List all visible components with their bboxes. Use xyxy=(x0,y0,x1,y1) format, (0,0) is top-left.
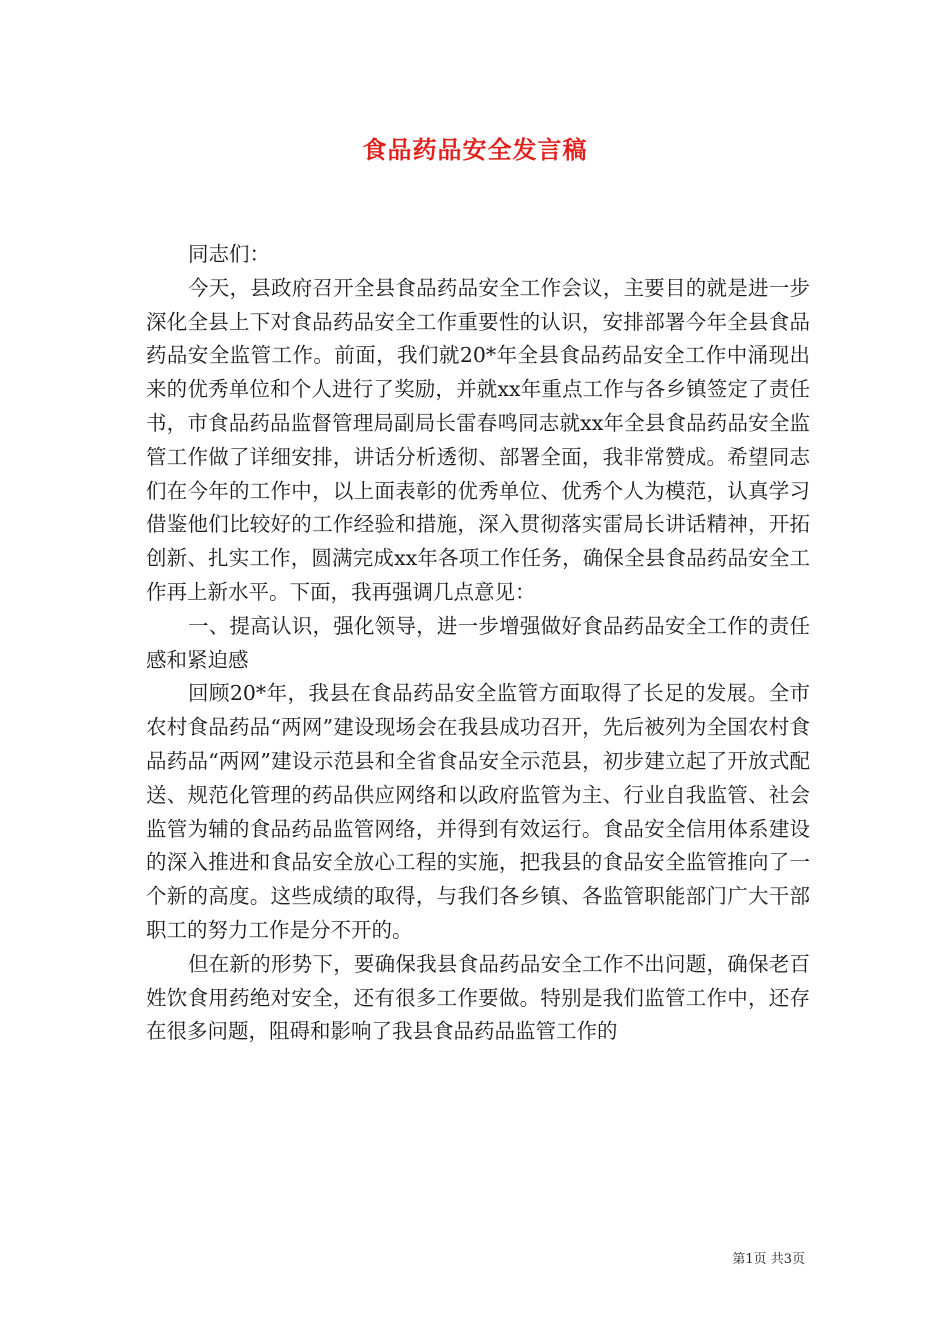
paragraph-review: 回顾20*年，我县在食品药品安全监管方面取得了长足的发展。全市农村食品药品“两网”建设现场会在我县成功召开，先后被列为全国农村食品药品“两网”建设示范县和全省食品安全示范县，初步建立起了开放式配送、规范化管理的药品供应网络和以政府监管为主、行业自我监管、社会监管为辅的食品药品监管网络，并得到有效运行。食品安全信用体系建设的深入推进和食品安全放心工程的实施，把我县的食品安全监管推向了一个新的高度。这些成绩的取得，与我们各乡镇、各监管职能部门广大干部职工的努力工作是分不开的。 xyxy=(146,681,810,942)
paragraph-intro: 今天，县政府召开全县食品药品安全工作会议，主要目的就是进一步深化全县上下对食品药品安全工作重要性的认识，安排部署今年全县食品药品安全监管工作。前面，我们就20*年全县食品药品安全工作中涌现出来的优秀单位和个人进行了奖励，并就xx年重点工作与各乡镇签定了责任书，市食品药品监督管理局副局长雷春鸣同志就xx年全县食品药品安全监管工作做了详细安排，讲话分析透彻、部署全面，我非常赞成。希望同志们在今年的工作中，以上面表彰的优秀单位、优秀个人为模范，认真学习借鉴他们比较好的工作经验和措施，深入贯彻落实雷局长讲话精神，开拓创新、扎实工作，圆满完成xx年各项工作任务，确保全县食品药品安全工作再上新水平。下面，我再强调几点意见： xyxy=(146,275,810,604)
section-heading-1: 一、提高认识，强化领导，进一步增强做好食品药品安全工作的责任感和紧迫感 xyxy=(146,613,810,672)
document-title: 食品药品安全发言稿 xyxy=(362,135,588,164)
paragraph-problems: 但在新的形势下，要确保我县食品药品安全工作不出问题，确保老百姓饮食用药绝对安全，还有很多工作要做。特别是我们监管工作中，还存在很多问题，阻碍和影响了我县食品药品监管工作的 xyxy=(146,951,810,1044)
document-body xyxy=(146,238,810,1049)
page-number: 第1页 共3页 xyxy=(732,1252,805,1267)
salutation: 同志们： xyxy=(188,242,270,266)
